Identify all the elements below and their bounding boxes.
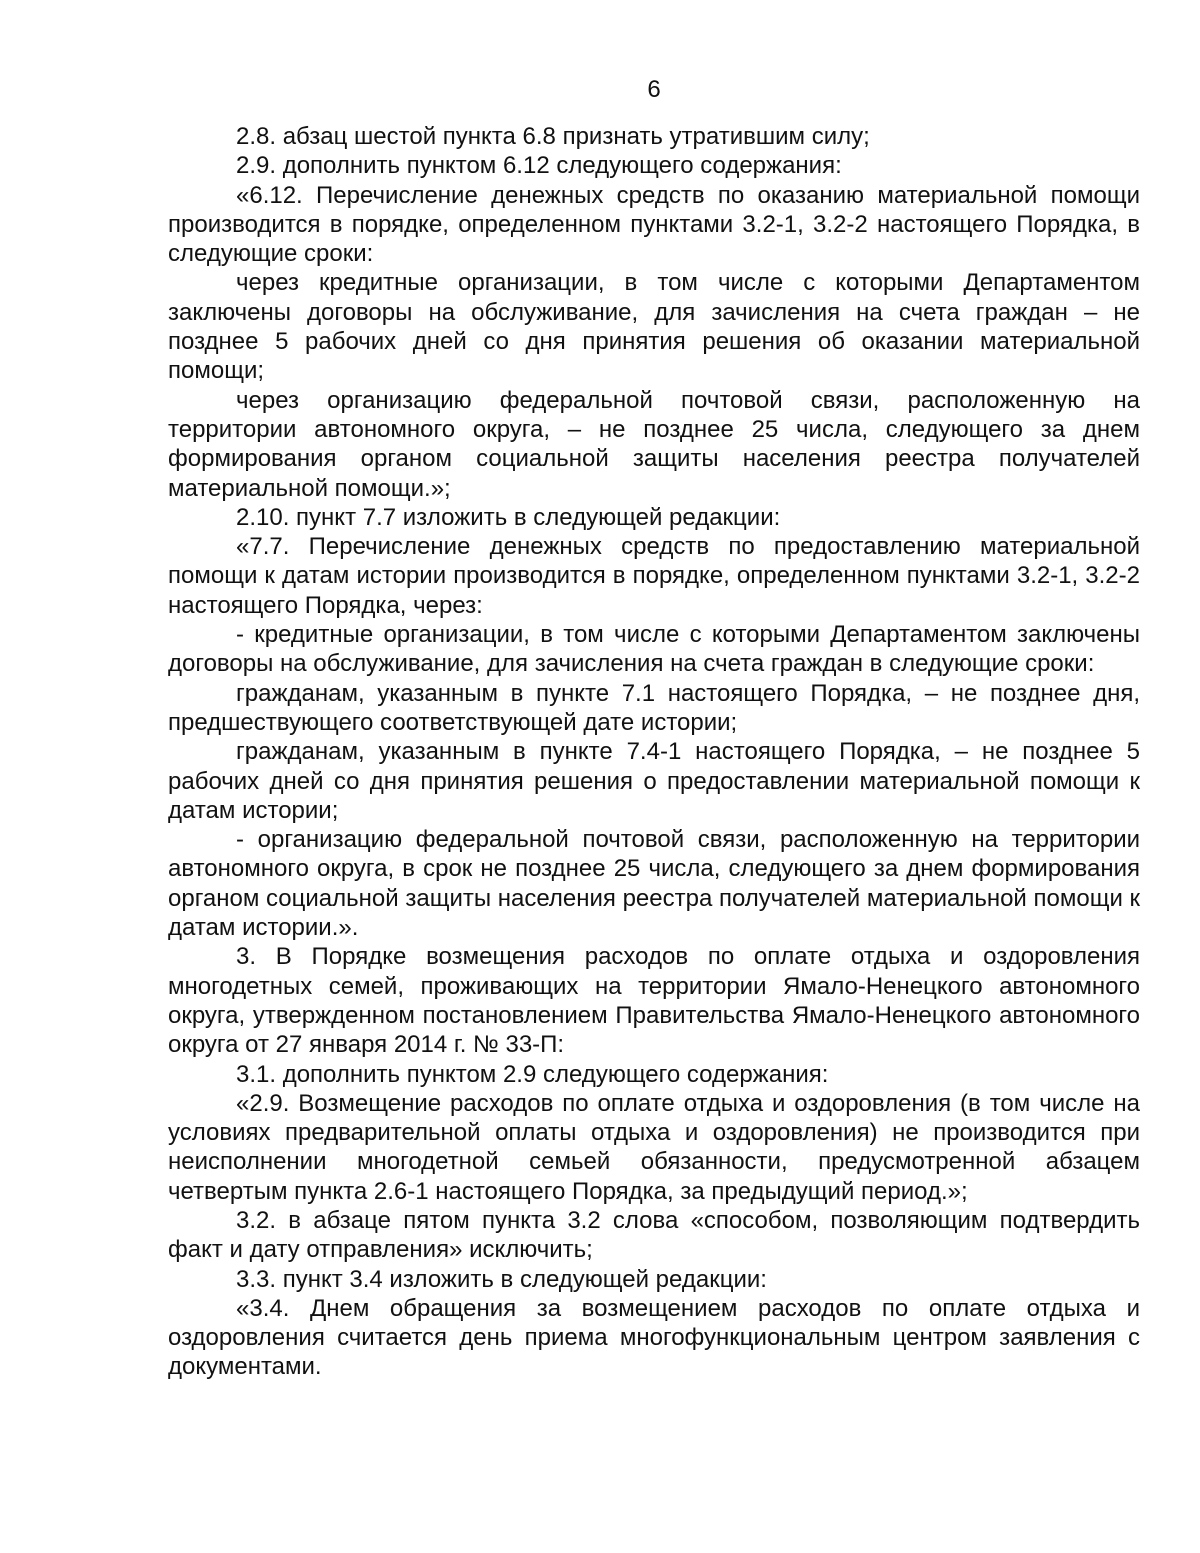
paragraph-credit-organizations: через кредитные организации, в том числе с которыми Департаментом заключены договоры на обслуживание, для зачисления на счета граждан – не позднее 5 рабочих дней со дня принятия решения об оказании материальной помощи; [168, 269, 1140, 385]
paragraph-postal-organization-list: - организацию федеральной почтовой связи, расположенную на территории автономного округа, в срок не позднее 25 числа, следующего за днем формирования органом социальной защиты населения реестра получателей материальной помощи к датам истории.». [168, 826, 1141, 942]
paragraph-citizens-7-1: гражданам, указанным в пункте 7.1 настоящего Порядка, – не позднее дня, предшествующего соответствующей дате истории; [168, 679, 1140, 736]
page-number: 6 [647, 76, 661, 103]
paragraph-citizens-7-4-1: гражданам, указанным в пункте 7.4-1 настоящего Порядка, – не позднее 5 рабочих дней со дня принятия решения о предоставлении материальной помощи к датам истории; [168, 738, 1140, 824]
paragraph-2-9: 2.9. дополнить пунктом 6.12 следующего содержания: [236, 152, 842, 180]
paragraph-3-3: 3.3. пункт 3.4 изложить в следующей редакции: [236, 1265, 767, 1293]
paragraph-2-9-text: «2.9. Возмещение расходов по оплате отдыха и оздоровления (в том числе на условиях предварительной оплаты отдыха и оздоровления) не производится при неисполнении многодетной семьей обязанности, предусмотренной абзацем четвертым пункта 2.6-1 настоящего Порядка, за предыдущий период.»; [168, 1089, 1140, 1205]
paragraph-credit-organizations-list: - кредитные организации, в том числе с которыми Департаментом заключены договоры на обслуживание, для зачисления на счета граждан в следующие сроки: [168, 621, 1140, 678]
paragraph-3-2: 3.2. в абзаце пятом пункта 3.2 слова «способом, позволяющим подтвердить факт и дату отправления» исключить; [168, 1206, 1140, 1264]
paragraph-7-7: «7.7. Перечисление денежных средств по предоставлению материальной помощи к датам истории производится в порядке, определенном пунктами 3.2-1, 3.2-2 настоящего Порядка, через: [168, 533, 1140, 619]
paragraph-2-10: 2.10. пункт 7.7 изложить в следующей редакции: [236, 503, 781, 531]
paragraph-3: 3. В Порядке возмещения расходов по оплате отдыха и оздоровления многодетных семей, проживающих на территории Ямало-Ненецкого автономного округа, утвержденном постановлением Правительства Ямало-Ненецкого автономного округа от 27 января 2014 г. № 33-П: [168, 943, 1140, 1059]
paragraph-2-8: 2.8. абзац шестой пункта 6.8 признать утратившим силу; [236, 123, 870, 150]
paragraph-3-1: 3.1. дополнить пунктом 2.9 следующего содержания: [236, 1060, 829, 1088]
paragraph-postal-organization: через организацию федеральной почтовой связи, расположенную на территории автономного округа, – не позднее 25 числа, следующего за днем формирования органом социальной защиты населения реестра получателей материальной помощи.»; [168, 386, 1140, 502]
document-body [168, 122, 1140, 1382]
paragraph-3-4-text: «3.4. Днем обращения за возмещением расходов по оплате отдыха и оздоровления считается день приема многофункциональным центром заявления с документами. [168, 1294, 1140, 1381]
paragraph-6-12: «6.12. Перечисление денежных средств по оказанию материальной помощи производится в порядке, определенном пунктами 3.2-1, 3.2-2 настоящего Порядка, в следующие сроки: [168, 181, 1140, 268]
